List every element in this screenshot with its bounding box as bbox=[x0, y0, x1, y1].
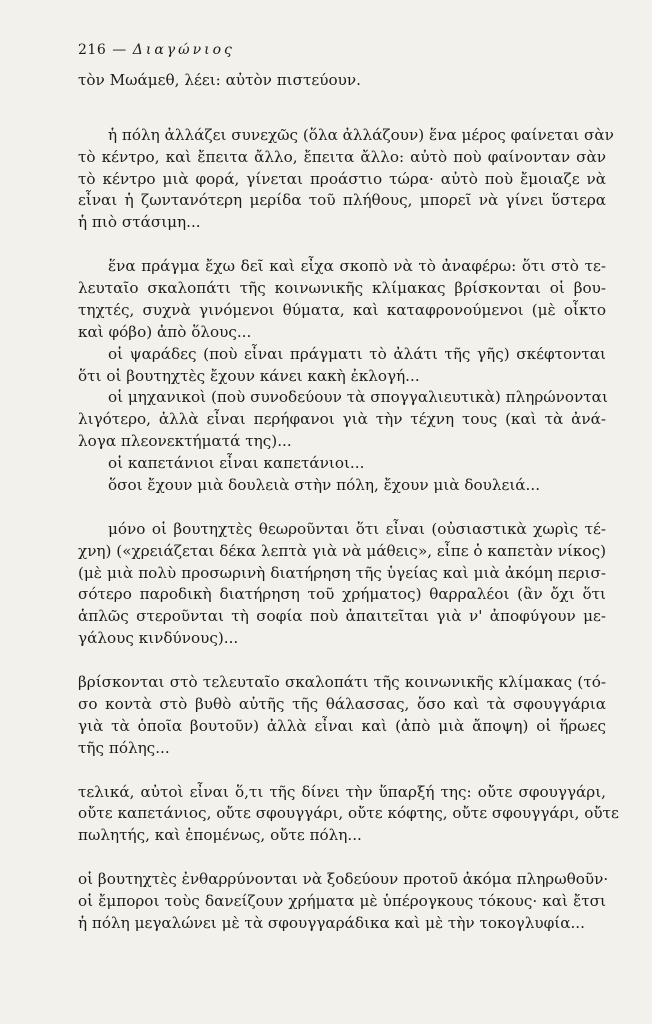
text-line: λογα πλεονεκτήματά της)... bbox=[78, 432, 292, 451]
text-line: οὔτε καπετάνιος, οὔτε σφουγγάρι, οὔτε κόφτης, οὔτε σφουγγάρι, οὔτε bbox=[78, 804, 619, 823]
text-line: τὸ κέντρο, καὶ ἔπειτα ἄλλο, ἔπειτα ἄλλο: αὐτὸ ποὺ φαίνονταν σὰν bbox=[78, 147, 606, 166]
paragraph bbox=[78, 125, 614, 234]
text-line: σο κοντὰ στὸ βυθὸ αὐτῆς τῆς θάλασσας, ὅσο καὶ τὰ σφουγγάρια bbox=[78, 694, 606, 713]
text-line: γιὰ τὰ ὁποῖα βουτοῦν) ἀλλὰ εἶναι καὶ (ἀπὸ μιὰ ἄποψη) οἱ ἥρωες bbox=[78, 716, 606, 735]
paragraph bbox=[78, 475, 606, 497]
paragraph bbox=[78, 387, 606, 453]
text-line: ἕνα πράγμα ἔχω δεῖ καὶ εἶχα σκοπὸ νὰ τὸ ἀναφέρω: ὅτι στὸ τε- bbox=[108, 257, 606, 276]
text-line: ἁπλῶς στεροῦνται τὴ σοφία ποὺ ἀπαιτεῖται γιὰ ν' ἀποφύγουν με- bbox=[78, 607, 606, 626]
text-line: οἱ μηχανικοὶ (ποὺ συνοδεύουν τὰ σπογγαλιευτικὰ) πληρώνονται bbox=[108, 388, 608, 407]
paragraph bbox=[78, 70, 606, 92]
text-line: οἱ καπετάνιοι εἶναι καπετάνιοι... bbox=[108, 454, 365, 473]
text-line: τηχτές, συχνὰ γινόμενοι θύματα, καὶ καταφρονούμενοι (μὲ οἶκτο bbox=[78, 300, 606, 319]
running-header bbox=[78, 42, 235, 58]
text-line: τελικά, αὐτοὶ εἶναι ὅ,τι τῆς δίνει τὴν ὕπαρξή της: οὔτε σφουγγάρι, bbox=[78, 782, 606, 801]
paragraph bbox=[78, 869, 609, 935]
text-line: βρίσκονται στὸ τελευταῖο σκαλοπάτι τῆς κοινωνικῆς κλίμακας (τό- bbox=[78, 673, 606, 692]
paragraph bbox=[78, 672, 606, 760]
text-line: ὅτι οἱ βουτηχτὲς ἔχουν κάνει κακὴ ἐκλογή... bbox=[78, 366, 420, 385]
text-line: οἱ ἔμποροι τοὺς δανείζουν χρήματα μὲ ὑπέρογκους τόκους· καὶ ἔτσι bbox=[78, 891, 606, 910]
running-title: Διαγώνιος bbox=[132, 42, 235, 58]
text-line: πωλητής, καὶ ἑπομένως, οὔτε πόλη... bbox=[78, 826, 362, 845]
text-line: ἡ πόλη ἀλλάζει συνεχῶς (ὅλα ἀλλάζουν) ἕνα μέρος φαίνεται σὰν bbox=[108, 125, 614, 144]
header-dash: — bbox=[112, 42, 127, 58]
text-line: τὸ κέντρο μιὰ φορά, γίνεται προάστιο τώρα· αὐτὸ ποὺ ἔμοιαζε νὰ bbox=[78, 169, 606, 188]
page-body bbox=[78, 70, 619, 935]
paragraph bbox=[78, 519, 606, 650]
paragraph bbox=[78, 782, 619, 848]
text-line: ὅσοι ἔχουν μιὰ δουλειὰ στὴν πόλη, ἔχουν μιὰ δουλειά... bbox=[108, 476, 541, 495]
text-line: λιγότερο, ἀλλὰ εἶναι περήφανοι γιὰ τὴν τέχνη τους (καὶ τὰ ἀνά- bbox=[78, 410, 606, 429]
page-number: 216 bbox=[78, 42, 107, 58]
text-line: μόνο οἱ βουτηχτὲς θεωροῦνται ὅτι εἶναι (οὐσιαστικὰ χωρὶς τέ- bbox=[108, 519, 606, 538]
text-line: οἱ βουτηχτὲς ἐνθαρρύνονται νὰ ξοδεύουν προτοῦ ἀκόμα πληρωθοῦν· bbox=[78, 870, 609, 889]
text-line: τὸν Μωάμεθ, λέει: αὐτὸν πιστεύουν. bbox=[78, 71, 361, 89]
text-line: γάλους κινδύνους)... bbox=[78, 629, 239, 648]
text-line: ἡ πόλη μεγαλώνει μὲ τὰ σφουγγαράδικα καὶ μὲ τὴν τοκογλυφία... bbox=[78, 913, 585, 932]
text-line: λευταῖο σκαλοπάτι τῆς κοινωνικῆς κλίμακας βρίσκονται οἱ βου- bbox=[78, 279, 606, 298]
text-line: οἱ ψαράδες (ποὺ εἶναι πράγματι τὸ ἀλάτι τῆς γῆς) σκέφτονται bbox=[108, 344, 606, 363]
text-line: εἶναι ἡ ζωντανότερη μερίδα τοῦ πλήθους, μπορεῖ νὰ γίνει ὕστερα bbox=[78, 191, 606, 210]
text-line: τῆς πόλης... bbox=[78, 738, 170, 757]
text-line: χνη) («χρειάζεται δέκα λεπτὰ γιὰ νὰ μάθεις», εἶπε ὁ καπετὰν νίκος) bbox=[78, 541, 606, 560]
paragraph bbox=[78, 453, 606, 475]
text-line: (μὲ μιὰ πολὺ προσωρινὴ διατήρηση τῆς ὑγείας καὶ μιὰ ἀκόμη περισ- bbox=[78, 563, 606, 582]
paragraph bbox=[78, 344, 606, 388]
text-line: καὶ φόβο) ἀπὸ ὅλους... bbox=[78, 322, 252, 341]
text-line: σότερο παροδικὴ διατήρηση τοῦ χρήματος) θαρραλέοι (ἂν ὄχι ὅτι bbox=[78, 585, 606, 604]
paragraph bbox=[78, 256, 606, 344]
text-line: ἡ πιὸ στάσιμη... bbox=[78, 213, 201, 232]
